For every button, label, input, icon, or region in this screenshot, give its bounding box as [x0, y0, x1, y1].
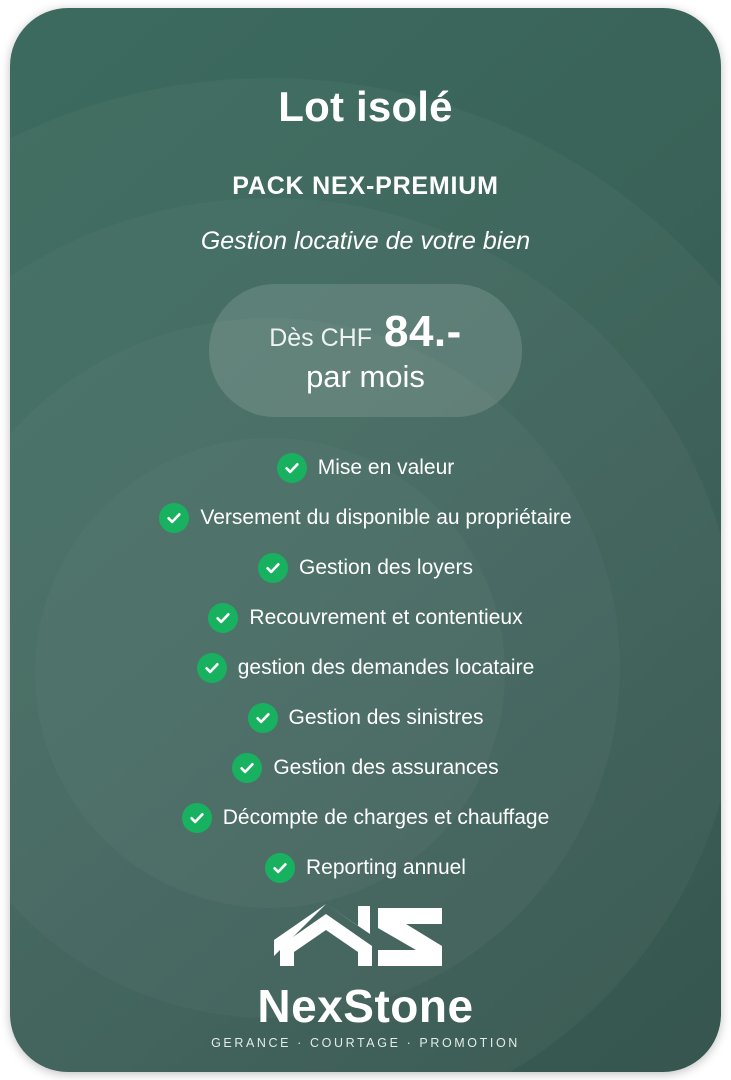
- price-row: [269, 307, 462, 357]
- nexstone-roof-logo: [266, 894, 466, 979]
- list-item: [10, 493, 721, 543]
- check-circle-icon: [197, 653, 227, 683]
- check-circle-icon: [248, 703, 278, 733]
- check-circle-icon: [232, 753, 262, 783]
- price-period: par mois: [306, 358, 425, 394]
- feature-label: Gestion des loyers: [299, 556, 473, 580]
- list-item: [10, 693, 721, 743]
- list-item: [10, 443, 721, 493]
- feature-label: gestion des demandes locataire: [237, 656, 535, 680]
- check-circle-icon: [208, 603, 238, 633]
- check-circle-icon: [159, 503, 189, 533]
- pricing-card: [10, 8, 721, 1072]
- list-item: [10, 793, 721, 843]
- brand-name: NexStone: [257, 980, 474, 1032]
- check-circle-icon: [277, 453, 307, 483]
- features-list: [10, 417, 721, 893]
- feature-label: Reporting annuel: [306, 856, 466, 880]
- feature-label: Gestion des sinistres: [288, 706, 484, 730]
- card-content: [10, 8, 721, 1072]
- price-amount: 84.-: [383, 306, 462, 356]
- pack-label: PACK NEX-PREMIUM: [232, 172, 499, 201]
- list-item: [10, 543, 721, 593]
- brand-block: [10, 894, 721, 1050]
- page-title: Lot isolé: [278, 83, 453, 130]
- list-item: [10, 843, 721, 893]
- feature-label: Mise en valeur: [317, 456, 455, 480]
- price-badge: [209, 284, 522, 417]
- check-circle-icon: [258, 553, 288, 583]
- list-item: [10, 593, 721, 643]
- check-circle-icon: [182, 803, 212, 833]
- feature-label: Versement du disponible au propriétaire: [200, 506, 572, 530]
- list-item: [10, 743, 721, 793]
- card-tagline: Gestion locative de votre bien: [200, 227, 531, 256]
- price-prefix: Dès CHF: [269, 323, 372, 352]
- list-item: [10, 643, 721, 693]
- feature-label: Gestion des assurances: [273, 756, 499, 780]
- feature-label: Décompte de charges et chauffage: [222, 806, 550, 830]
- feature-label: Recouvrement et contentieux: [249, 606, 523, 630]
- brand-tagline: GERANCE · COURTAGE · PROMOTION: [211, 1036, 520, 1050]
- check-circle-icon: [265, 853, 295, 883]
